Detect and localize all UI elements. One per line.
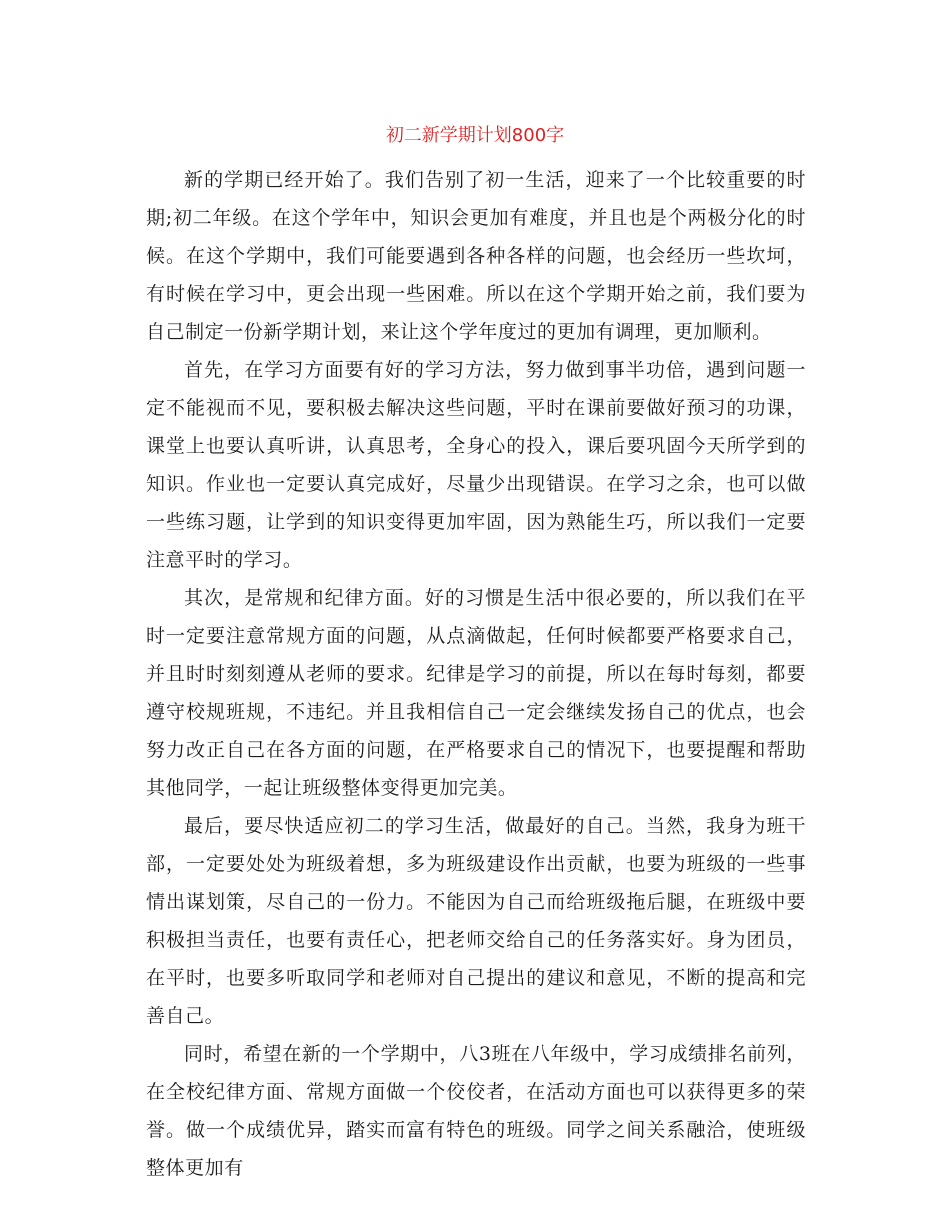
document-body [146,161,806,1187]
paragraph-class-duty: 最后，要尽快适应初二的学习生活，做最好的自己。当然，我身为班干部，一定要处处为班级着想，多为班级建设作出贡献，也要为班级的一些事情出谋划策，尽自己的一份力。不能因为自己而给班级拖后腿，在班级中要积极担当责任，也要有责任心，把老师交给自己的任务落实好。身为团员，在平时，也要多听取同学和老师对自己提出的建议和意见，不断的提高和完善自己。 [146,815,806,1027]
paragraph-study: 首先，在学习方面要有好的学习方法，努力做到事半功倍，遇到问题一定不能视而不见，要积极去解决这些问题，平时在课前要做好预习的功课，课堂上也要认真听讲，认真思考，全身心的投入，课后要巩固今天所学到的知识。作业也一定要认真完成好，尽量少出现错误。在学习之余，也可以做一些练习题，让学到的知识变得更加牢固，因为熟能生巧，所以我们一定要注意平时的学习。 [146,359,806,571]
document-title: 初二新学期计划800字 [385,125,565,146]
paragraph-discipline: 其次，是常规和纪律方面。好的习惯是生活中很必要的，所以我们在平时一定要注意常规方面的问题，从点滴做起，任何时候都要严格要求自己，并且时时刻刻遵从老师的要求。纪律是学习的前提，所以在每时每刻，都要遵守校规班规，不违纪。并且我相信自己一定会继续发扬自己的优点，也会努力改正自己在各方面的问题，在严格要求自己的情况下，也要提醒和帮助其他同学，一起让班级整体变得更加完美。 [146,587,806,799]
paragraph-hopes: 同时，希望在新的一个学期中，八3班在八年级中，学习成绩排名前列，在全校纪律方面、常规方面做一个佼佼者，在活动方面也可以获得更多的荣誉。做一个成绩优异，踏实而富有特色的班级。同学之间关系融洽，使班级整体更加有 [146,1043,806,1179]
paragraph-intro: 新的学期已经开始了。我们告别了初一生活，迎来了一个比较重要的时期;初二年级。在这个学年中，知识会更加有难度，并且也是个两极分化的时候。在这个学期中，我们可能要遇到各种各样的问题，也会经历一些坎坷，有时候在学习中，更会出现一些困难。所以在这个学期开始之前，我们要为自己制定一份新学期计划，来让这个学年度过的更加有调理，更加顺利。 [146,169,806,343]
